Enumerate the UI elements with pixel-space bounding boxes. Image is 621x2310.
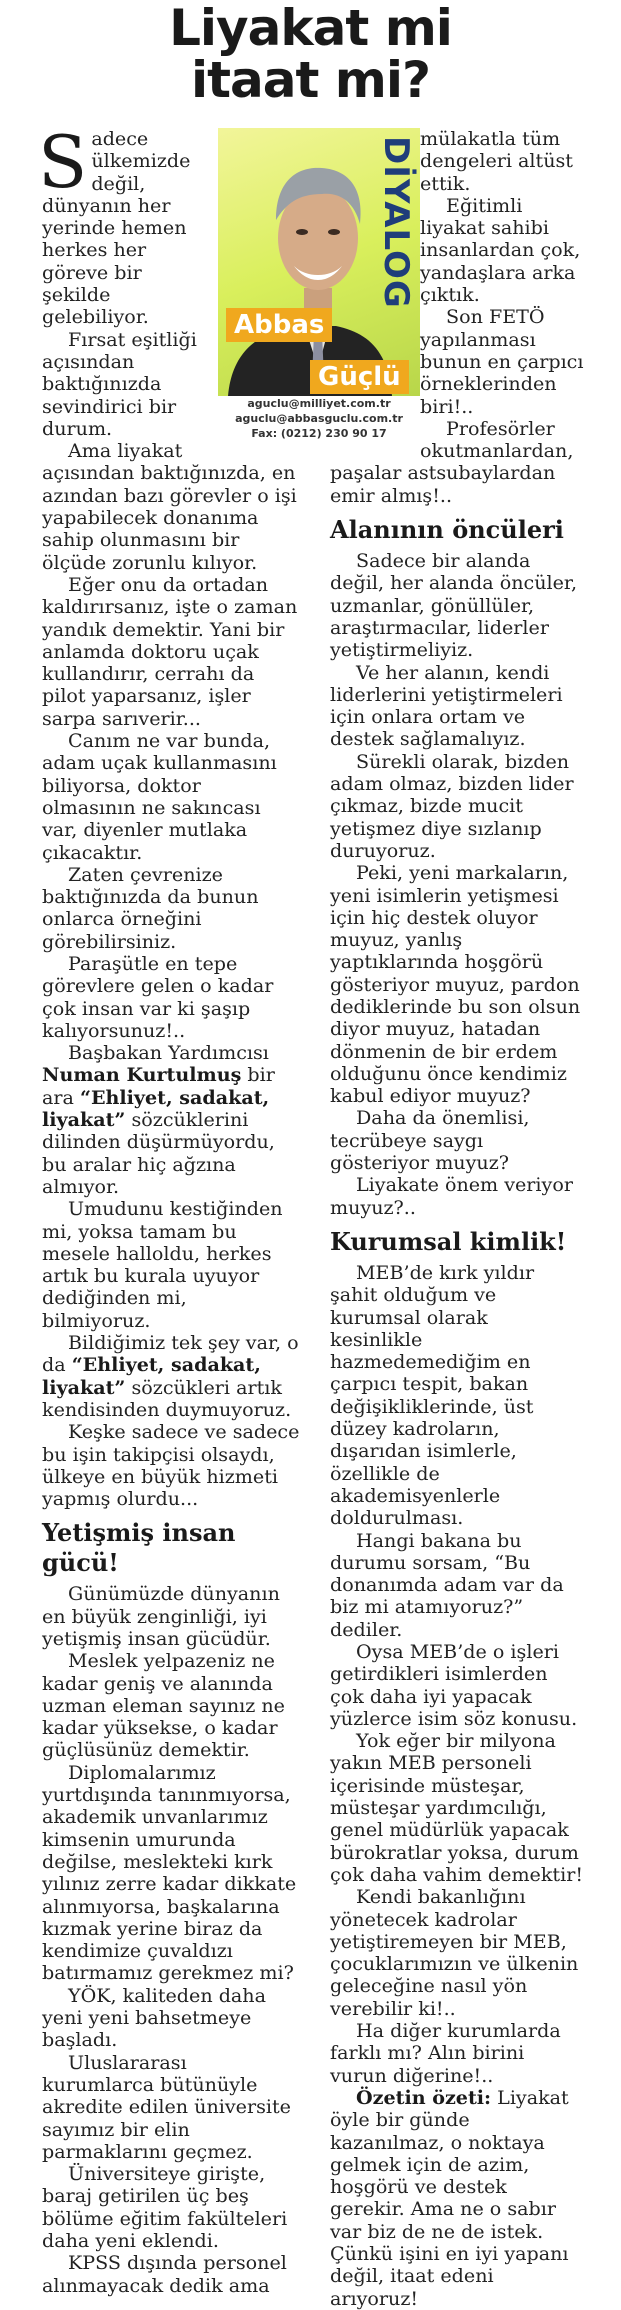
paragraph: Son FETÖ yapılanması bunun en çarpıcı örneklerinden biri!.. — [420, 305, 584, 418]
section-heading: Kurumsal kimlik! — [330, 1226, 567, 1256]
paragraph: Yok eğer bir milyona yakın MEB personeli içerisinde müsteşar, müsteşar yardımcılığı, genel müdürlük yapacak bürokratlar yoksa, durum çok daha vahim demektir! — [330, 1729, 584, 1886]
paragraph: Eğitimli liyakat sahibi insanlardan çok, yandaşlara arka çıktık. — [420, 193, 581, 307]
section-heading: Yetişmiş insan gücü! — [42, 1518, 236, 1578]
photo-spacer — [210, 128, 300, 458]
paragraph: Eğer onu da ortadan kaldırırsanız, işte o zaman yandık demektir. Yani bir anlamda doktoru uçak kullandırır, cerrahı da pilot yaparsanız, işler sarpa sarıverir... — [42, 572, 298, 730]
column-name: DİYALOG — [376, 136, 416, 309]
paragraph: Uluslararası kurumlarca bütünüyle akredite edilen üniversite sayımız bir elin parmaklarını geçmez. — [42, 2050, 291, 2163]
paragraph: Başbakan Yardımcısı Numan Kurtulmuş bir ara “Ehliyet, sadakat, liyakat” sözcüklerini dilinden düşürmüyordu, bu aralar hiç ağzına almıyor. — [42, 1041, 275, 1198]
paragraph: Profesörler okutmanlardan, paşalar astsubaylardan emir almış!.. — [330, 416, 574, 507]
author-fax: Fax: (0212) 230 90 17 — [251, 427, 387, 440]
paragraph: Oysa MEB’de o işleri getirdikleri isimlerden çok daha iyi yapacak yüzlerce isim söz konusu. — [330, 1640, 578, 1730]
paragraph: Meslek yelpazeniz ne kadar geniş ve alanında uzman eleman sayınız ne kadar yüksekse, o kadar güçlüsünüz demektir. — [42, 1649, 285, 1762]
summary-label: Özetin özeti: — [356, 2085, 492, 2109]
paragraph: Keşke sadece ve sadece bu işin takipçisi olsaydı, ülkeye en büyük hizmeti yapmış olurdu... — [42, 1420, 300, 1511]
photo-spacer — [330, 128, 420, 458]
paragraph: Hangi bakana bu durumu sorsam, “Bu donanımda adam var da biz mi atamıyoruz?” dediler. — [330, 1528, 564, 1641]
paragraph: Peki, yeni markaların, yeni isimlerin yetişmesi için hiç destek oluyor muyuz, yanlış yaptıklarında hoşgörü gösteriyor muyuz, pardon dediklerinde bu son olsun diyor muyuz, hatadan dönmenin de bir erdem olduğunu önce kendimiz kabul ediyor muyuz? — [330, 861, 581, 1108]
paragraph: Sürekli olarak, bizden adam olmaz, bizden lider çıkmaz, bizde mucit yetişmez diye sızlanıp duruyoruz. — [330, 749, 574, 862]
paragraph: Liyakate önem veriyor muyuz?.. — [330, 1173, 573, 1219]
paragraph: Diplomalarımız yurtdışında tanınmıyorsa, akademik unvanlarımız kimsenin umurunda değilse, meslekteki kırk yılınız zerre kadar dikkate alınmıyorsa, başkalarına kızmak yerine biraz da kendimize çuvaldızı batırmamız gerekmez mi? — [42, 1760, 297, 1985]
paragraph: Sadece bir alanda değil, her alanda öncüler, uzmanlar, gönüllüler, araştırmacılar, liderler yetiştirmeliyiz. — [330, 549, 578, 662]
paragraph: Bildiğimiz tek şey var, o da “Ehliyet, sadakat, liyakat” sözcükleri artık kendisinden duymuyoruz. — [42, 1331, 299, 1421]
paragraph: Canım ne var bunda, adam uçak kullanmasını biliyorsa, doktor olmasının ne sakıncası var, diyenler mutlaka çıkacaktır. — [42, 729, 277, 864]
article-column-right — [330, 128, 584, 2310]
paragraph: Daha da önemlisi, tecrübeye saygı gösteriyor muyuz? — [330, 1106, 530, 1175]
paragraph: Umudunu kestiğinden mi, yoksa tamam bu mesele halloldu, herkes artık bu kurala uyuyor dediğinden mi, bilmiyoruz. — [42, 1197, 283, 1332]
article-column-left — [38, 120, 300, 2297]
section-heading: Alanının öncüleri — [330, 515, 564, 545]
author-last-name: Güçlü — [310, 360, 409, 394]
paragraph: Zaten çevrenize baktığınızda da bunun onlarca örneğini görebilirsiniz. — [42, 862, 259, 953]
paragraph: Kendi bakanlığını yönetecek kadrolar yetiştiremeyen bir MEB, çocuklarımızın ve ülkenin geleceğine nasıl yön verebilir ki!.. — [330, 1885, 579, 2020]
paragraph: Fırsat eşitliği açısından baktığınızda sevindirici bir durum. — [42, 327, 197, 440]
paragraph: Ha diğer kurumlarda farklı mı? Alın birini vurun diğerine!.. — [330, 2019, 561, 2087]
quote: “Ehliyet, sadakat, liyakat” — [42, 1353, 261, 1399]
paragraph: Ama liyakat açısından baktığınızda, en azından bazı görevler o işi yapabilecek donanıma sahip olunmasını bir ölçüde zorunlu kılıyor. — [42, 439, 297, 574]
paragraph: Ve her alanın, kendi liderlerini yetiştirmeleri için onlara ortam ve destek sağlamalıyız. — [330, 660, 563, 751]
drop-cap: S — [38, 120, 88, 204]
author-email-1[interactable]: aguclu@milliyet.com.tr — [247, 397, 391, 410]
author-first-name: Abbas — [226, 308, 332, 342]
person-name: Numan Kurtulmuş — [42, 1063, 242, 1087]
paragraph: Paraşütle en tepe görevlere gelen o kadar çok insan var ki şaşıp kalıyorsunuz!.. — [42, 951, 274, 1042]
paragraph: mülakatla tüm dengeleri altüst ettik. — [420, 127, 573, 195]
headline-line-2: itaat mi? — [190, 51, 431, 109]
author-email-2[interactable]: aguclu@abbasguclu.com.tr — [235, 412, 403, 425]
paragraph: Üniversiteye girişte, baraj getirilen üç beş bölüme eğitim fakülteleri daha yeni eklendi. — [42, 2162, 288, 2253]
paragraph: Özetin özeti: Liyakat öyle bir günde kazanılmaz, o noktaya gelmek için de azim, hoşgörü ve destek gerekir. Ama ne o sabır var biz de ne de istek. Çünkü işini en iyi yapanı değil, itaat edeni arıyoruz! — [330, 2085, 569, 2310]
quote: “Ehliyet, sadakat, liyakat” — [42, 1085, 270, 1132]
headline-line-1: Liyakat mi — [169, 0, 452, 57]
paragraph: YÖK, kaliteden daha yeni yeni bahsetmeye başladı. — [42, 1983, 266, 2052]
headline — [0, 0, 621, 109]
paragraph: Günümüzde dünyanın en büyük zenginliği, iyi yetişmiş insan gücüdür. — [42, 1582, 280, 1650]
paragraph: Sadece ülkemizde değil, dünyanın her yerinde hemen herkes her göreve bir şekilde gelebiliyor. — [38, 120, 191, 329]
paragraph: KPSS dışında personel alınmayacak dedik ama — [42, 2251, 287, 2297]
paragraph: MEB’de kırk yıldır şahit olduğum ve kurumsal olarak kesinlikle hazmedemediğim en çarpıcı tespit, bakan değişikliklerinde, üst düzey kadroların, dışarıdan isimlerle, özellikle de akademisyenlerle doldurulması. — [330, 1260, 535, 1530]
